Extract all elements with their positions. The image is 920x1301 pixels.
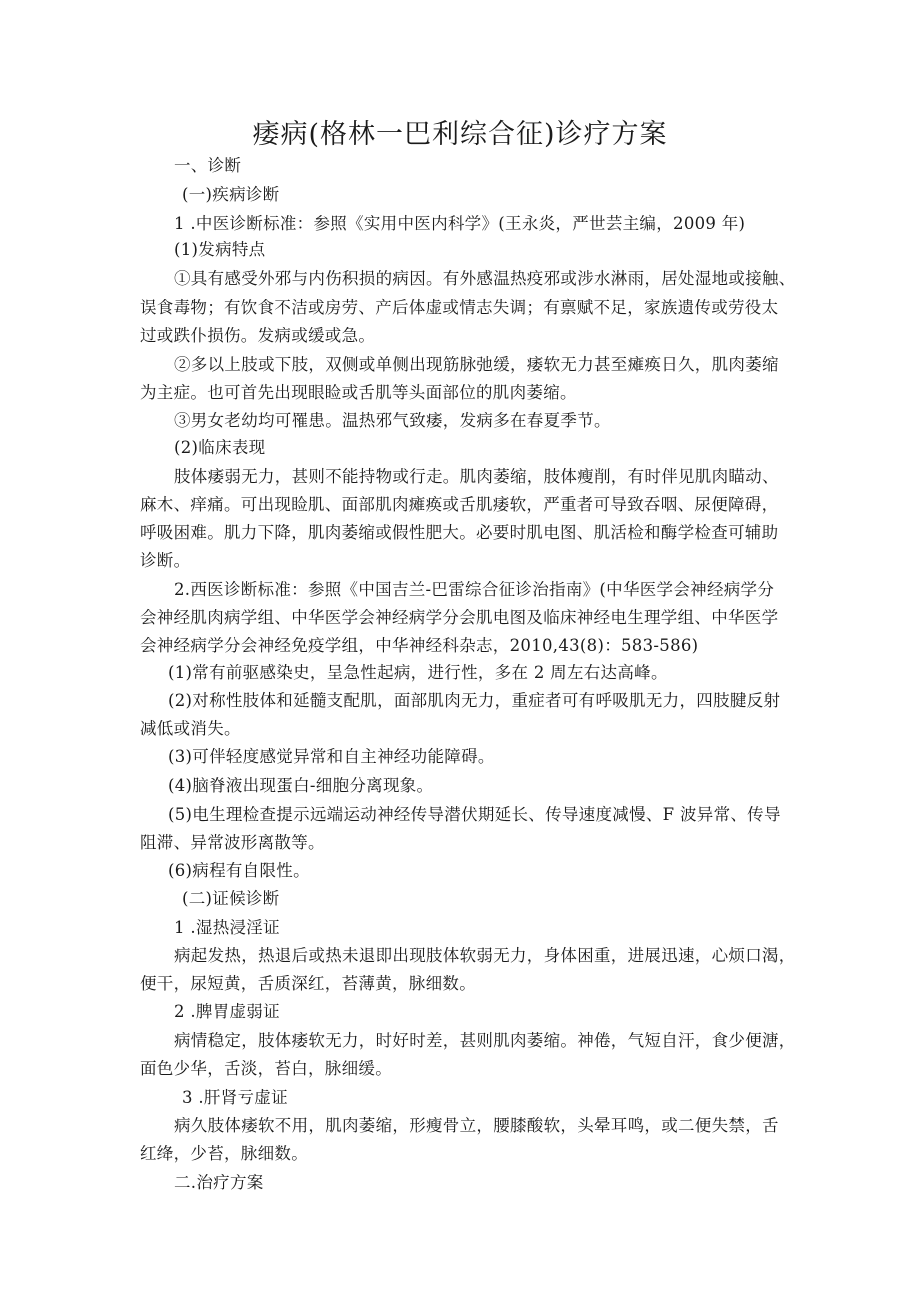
- criterion-item: (5)电生理检查提示远端运动神经传导潜伏期延长、传导速度减慢、F 波异常、传导: [168, 805, 781, 824]
- paragraph-line: 会神经病学分会神经免疫学组，中华神经科杂志，2010,43(8)：583-586): [140, 636, 699, 655]
- criterion-item: (2)对称性肢体和延髓支配肌，面部肌肉无力，重症者可有呼吸肌无力，四肢腱反射: [168, 691, 781, 710]
- heading-diagnosis: 一、诊断: [174, 156, 242, 175]
- heading-treatment: 二.治疗方案: [174, 1173, 264, 1192]
- paragraph-line: 阻滞、异常波形离散等。: [140, 833, 325, 852]
- tcm-criteria: 1 .中医诊断标准：参照《实用中医内科学》(王永炎，严世芸主编，2009 年): [174, 214, 746, 233]
- paragraph-line: 便干，尿短黄，舌质深红，苔薄黄，脉细数。: [140, 974, 476, 993]
- paragraph-line: 麻木、痒痛。可出现睑肌、面部肌肉瘫痪或舌肌痿软，严重者可导致吞咽、尿便障碍，: [140, 495, 779, 514]
- clinical-manifestation-heading: (2)临床表现: [174, 438, 266, 457]
- subheading-syndrome-diagnosis: (二)证候诊断: [182, 889, 280, 908]
- paragraph-line: 过或跌仆损伤。发病或缓或急。: [140, 326, 376, 345]
- paragraph-line: ①具有感受外邪与内伤积损的病因。有外感温热疫邪或涉水淋雨，居处湿地或接触、: [174, 269, 796, 288]
- paragraph-line: 面色少华，舌淡，苔白，脉细缓。: [140, 1059, 392, 1078]
- paragraph-line: 呼吸困难。肌力下降，肌肉萎缩或假性肥大。必要时肌电图、肌活检和酶学检查可辅助: [140, 523, 779, 542]
- paragraph-line: 减低或消失。: [140, 719, 241, 738]
- syndrome-heading: 1 .湿热浸淫证: [174, 918, 280, 937]
- onset-features-heading: (1)发病特点: [174, 240, 266, 259]
- western-criteria: 2.西医诊断标准：参照《中国吉兰-巴雷综合征诊治指南》(中华医学会神经病学分: [174, 580, 775, 599]
- paragraph-line: 误食毒物；有饮食不洁或房劳、产后体虚或情志失调；有禀赋不足，家族遗传或劳役太: [140, 298, 779, 317]
- paragraph-line: 病情稳定，肢体痿软无力，时好时差，甚则肌肉萎缩。神倦，气短自汗，食少便溏，: [174, 1031, 796, 1050]
- paragraph-line: ③男女老幼均可罹患。温热邪气致痿，发病多在春夏季节。: [174, 411, 611, 430]
- paragraph-line: 诊断。: [140, 551, 191, 570]
- criterion-item: (4)脑脊液出现蛋白-细胞分离现象。: [168, 776, 434, 795]
- paragraph-line: ②多以上肢或下肢，双侧或单侧出现筋脉弛缓，痿软无力甚至瘫痪日久，肌肉萎缩: [174, 355, 779, 374]
- paragraph-line: 病起发热，热退后或热未退即出现肢体软弱无力，身体困重，进展迅速，心烦口渴，: [174, 946, 796, 965]
- paragraph-line: 红绛，少苔，脉细数。: [140, 1144, 308, 1163]
- paragraph-line: 会神经肌肉病学组、中华医学会神经病学分会肌电图及临床神经电生理学组、中华医学: [140, 608, 779, 627]
- paragraph-line: 为主症。也可首先出现眼睑或舌肌等头面部位的肌肉萎缩。: [140, 383, 577, 402]
- syndrome-heading: 3 .肝肾亏虚证: [182, 1088, 288, 1107]
- syndrome-heading: 2 .脾胃虚弱证: [174, 1002, 280, 1021]
- criterion-item: (6)病程有自限性。: [168, 861, 310, 880]
- paragraph-line: 病久肢体痿软不用，肌肉萎缩，形瘦骨立，腰膝酸软，头晕耳鸣，或二便失禁，舌: [174, 1116, 779, 1135]
- paragraph-line: 肢体痿弱无力，甚则不能持物或行走。肌肉萎缩，肢体瘦削，有时伴见肌肉瞄动、: [174, 467, 779, 486]
- document-title: 痿病(格林一巴利综合征)诊疗方案: [252, 119, 668, 150]
- criterion-item: (3)可伴轻度感觉异常和自主神经功能障碍。: [168, 747, 495, 766]
- criterion-item: (1)常有前驱感染史，呈急性起病，进行性，多在 2 周左右达高峰。: [168, 663, 668, 682]
- subheading-disease-diagnosis: (一)疾病诊断: [182, 185, 280, 204]
